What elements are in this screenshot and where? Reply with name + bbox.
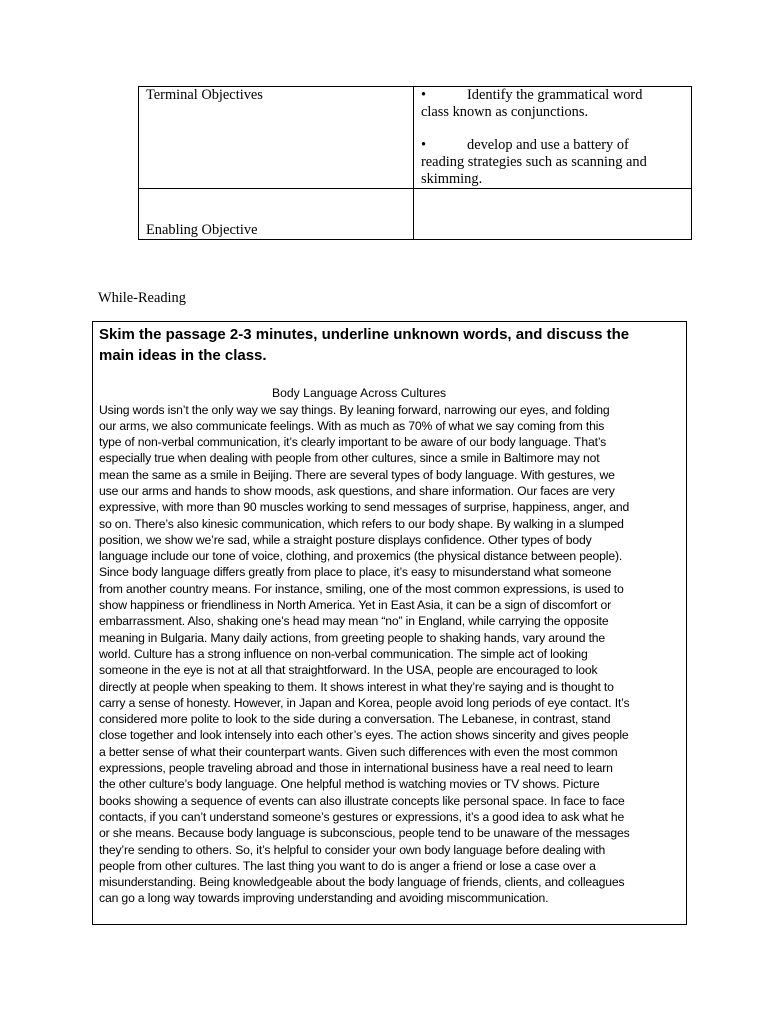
instruction-text [99,324,679,366]
passage-line: they’re sending to others. So, it’s helpful to consider your own body language before dealing with [99,842,606,857]
passage-line: Using words isn’t the only way we say things. By leaning forward, narrowing our eyes, and folding [99,402,610,417]
table-column-divider [413,87,414,239]
terminal-objectives-label: Terminal Objectives [146,87,263,103]
passage-line: close together and look intensely into each other’s eyes. The action shows sincerity and gives people [99,728,629,743]
passage-body [99,402,684,907]
passage-line: contacts, if you can’t understand someone’s gestures or expressions, it’s a good idea to ask what he [99,809,625,824]
objective-text: Identify the grammatical word [467,87,643,103]
terminal-objective-item [421,87,685,121]
objective-text: class known as conjunctions. [421,104,589,120]
passage-line: the other culture’s body language. One helpful method is watching movies or TV shows. Picture [99,777,600,792]
passage-line: directly at people when speaking to them. It shows interest in what they’re saying and is thought to [99,679,614,694]
passage-line: show happiness or friendliness in North America. Yet in East Asia, it can be a sign of discomfort or [99,598,612,613]
reading-box [92,321,687,925]
passage-line: so on. There’s also kinesic communication, which refers to our body shape. By walking in a slumped [99,516,624,531]
instruction-line: main ideas in the class. [99,347,267,364]
terminal-objectives-row [139,87,691,189]
passage-line: world. Culture has a strong influence on non-verbal communication. The simple act of looking [99,646,588,661]
passage-line: carry a sense of honesty. However, in Japan and Korea, people avoid long periods of eye contact. It’s [99,695,630,710]
terminal-objective-item [421,137,685,188]
passage-line: use our arms and hands to show moods, ask questions, and share information. Our faces are very [99,483,615,498]
passage-title: Body Language Across Cultures [272,386,447,400]
passage-line: type of non-verbal communication, it’s clearly important to be aware of our body language. That’s [99,435,607,450]
passage-line: can go a long way towards improving understanding and avoiding miscommunication. [99,891,549,906]
passage-line: expressions, people traveling abroad and those in international business have a real need to learn [99,761,613,776]
passage-line: position, we show we’re sad, while a straight posture displays confidence. Other types of body [99,532,592,547]
enabling-objective-label: Enabling Objective [146,222,258,238]
passage-line: mean the same as a smile in Beijing. There are several types of body language. With gestures, we [99,467,615,482]
passage-line: people from other cultures. The last thing you want to do is anger a friend or lose a case over a [99,858,596,873]
bullet-icon: • [421,137,427,153]
passage-line: or she means. Because body language is subconscious, people tend to be unaware of the messages [99,826,630,841]
objective-text: reading strategies such as scanning and [421,154,647,170]
section-title: While-Reading [98,290,186,306]
passage-line: misunderstanding. Being knowledgeable about the body language of friends, clients, and colleagues [99,875,625,890]
passage-line: our arms, we also communicate feelings. With as much as 70% of what we say coming from this [99,418,605,433]
passage-line: embarrassment. Also, shaking one’s head may mean “no” in England, while carrying the opposite [99,614,609,629]
passage-line: expressive, with more than 90 muscles working to send messages of surprise, happiness, anger, and [99,500,630,515]
passage-line: considered more polite to look to the side during a conversation. The Lebanese, in contrast, stand [99,712,611,727]
objective-text: skimming. [421,171,483,187]
passage-line: books showing a sequence of events can also illustrate concepts like personal space. In face to face [99,793,625,808]
passage-line: from another country means. For instance, smiling, one of the most common expressions, is used to [99,581,624,596]
passage-line: someone in the eye is not at all that straightforward. In the USA, people are encouraged to look [99,663,598,678]
bullet-icon: • [421,87,427,103]
objectives-table [138,86,692,240]
enabling-objective-row [139,189,691,239]
passage-line: language include our tone of voice, clothing, and proxemics (the physical distance between people). [99,549,623,564]
passage-line: Since body language differs greatly from place to place, it’s easy to misunderstand what someone [99,565,612,580]
passage-line: a better sense of what their counterpart wants. Given such differences with even the most common [99,744,618,759]
passage-line: especially true when dealing with people from other cultures, since a smile in Baltimore may not [99,451,600,466]
objective-text: develop and use a battery of [467,137,629,153]
instruction-line: Skim the passage 2-3 minutes, underline unknown words, and discuss the [99,326,630,343]
passage-line: meaning in Bulgaria. Many daily actions, from greeting people to shaking hands, vary around the [99,630,606,645]
